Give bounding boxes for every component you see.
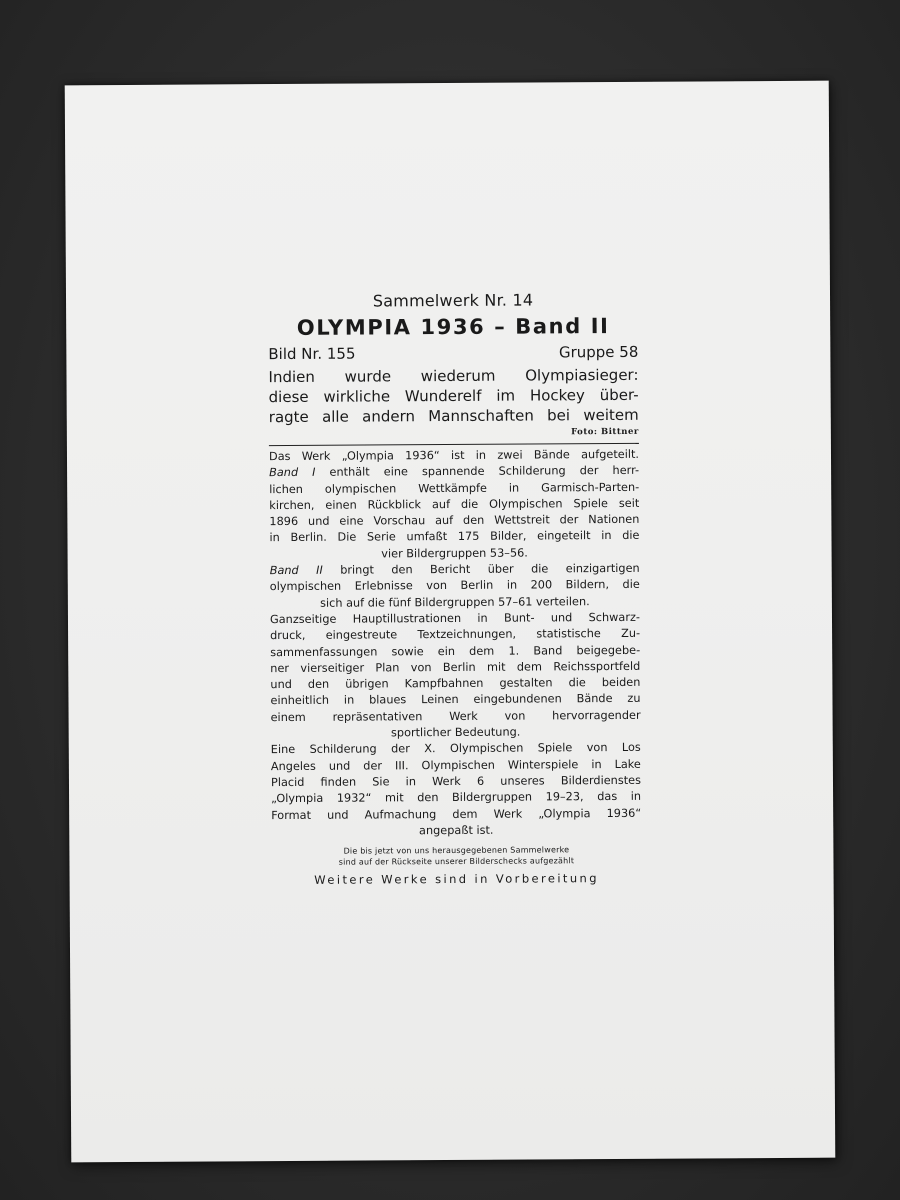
photo-credit: Foto: Bittner bbox=[571, 426, 639, 438]
body-line: Angeles und der III. Olympischen Winterspiele in Lake bbox=[270, 757, 641, 773]
body-line: einheitlich in blaues Leinen eingebundenen Bände zu bbox=[270, 692, 641, 708]
more-works-notice: Weitere Werke sind in Vorbereitung bbox=[314, 871, 599, 887]
description-text bbox=[269, 447, 641, 840]
body-line: Eine Schilderung der X. Olympischen Spiele von Los bbox=[270, 741, 641, 757]
picture-meta-row bbox=[268, 341, 638, 365]
body-line: druck, eingestreute Textzeichnungen, statistische Zu- bbox=[270, 627, 641, 643]
picture-caption bbox=[268, 365, 638, 427]
body-line: sich auf die fünf Bildergruppen 57–61 verteilen. bbox=[320, 594, 590, 610]
body-line: Ganzseitige Hauptillustrationen in Bunt- und Schwarz- bbox=[269, 610, 641, 627]
band-two-label: Band II bbox=[269, 563, 323, 578]
body-line: sportlicher Bedeutung. bbox=[390, 725, 521, 740]
body-line: Format und Aufmachung dem Werk „Olympia 1936“ bbox=[271, 806, 642, 822]
picture-number: Bild Nr. 155 bbox=[268, 344, 356, 364]
footnote-line: sind auf der Rückseite unserer Bilderschecks aufgezählt bbox=[338, 856, 575, 867]
body-line: Das Werk „Olympia 1936“ ist in zwei Bände aufgeteilt. bbox=[268, 447, 640, 464]
caption-line: diese wirkliche Wunderelf im Hockey über- bbox=[268, 385, 639, 407]
cigarette-card-back bbox=[65, 81, 836, 1163]
body-line: „Olympia 1932“ mit den Bildergruppen 19–23, das in bbox=[271, 790, 642, 806]
body-line: 1896 und eine Vorschau auf den Wettstreit der Nationen bbox=[269, 513, 640, 529]
body-line: lichen olympischen Wettkämpfe in Garmisch-Parten- bbox=[269, 480, 640, 496]
body-line: einem repräsentativen Werk von hervorragender bbox=[270, 708, 641, 724]
footnote-line: Die bis jetzt von uns herausgegebenen Sammelwerke bbox=[343, 845, 570, 856]
series-footnote bbox=[271, 844, 641, 868]
group-number: Gruppe 58 bbox=[558, 342, 639, 362]
body-line: olympischen Erlebnisse von Berlin in 200 Bildern, die bbox=[269, 578, 640, 594]
body-line: ner vierseitiger Plan von Berlin mit dem Reichssportfeld bbox=[270, 659, 641, 675]
body-line-rest: bringt den Bericht über die einzigartigen bbox=[322, 561, 640, 577]
body-line bbox=[269, 463, 639, 482]
body-line: in Berlin. Die Serie umfaßt 175 Bilder, eingeteilt in die bbox=[269, 529, 640, 545]
body-line: kirchen, einen Rückblick auf die Olympischen Spiele seit bbox=[269, 496, 640, 512]
card-text-block bbox=[268, 289, 642, 887]
body-line-rest: enthält eine spannende Schilderung der herr- bbox=[315, 464, 640, 480]
body-line: Placid finden Sie in Werk 6 unseres Bilderdienstes bbox=[270, 773, 642, 790]
body-line: und den übrigen Kampfbahnen gestalten die beiden bbox=[270, 675, 641, 692]
caption-line: Indien wurde wiederum Olympiasieger: bbox=[268, 365, 639, 387]
band-one-label: Band I bbox=[269, 466, 316, 480]
body-line: vier Bildergruppen 53–56. bbox=[381, 546, 528, 561]
body-line: sammenfassungen sowie ein dem 1. Band beigegebe- bbox=[270, 643, 641, 659]
body-line: angepaßt ist. bbox=[418, 823, 494, 838]
divider-rule bbox=[269, 443, 639, 446]
caption-line: ragte alle andern Mannschaften bei weitem bbox=[268, 405, 639, 427]
series-number: Sammelwerk Nr. 14 bbox=[372, 290, 534, 311]
card-title: OLYMPIA 1936 – Band II bbox=[296, 314, 610, 340]
